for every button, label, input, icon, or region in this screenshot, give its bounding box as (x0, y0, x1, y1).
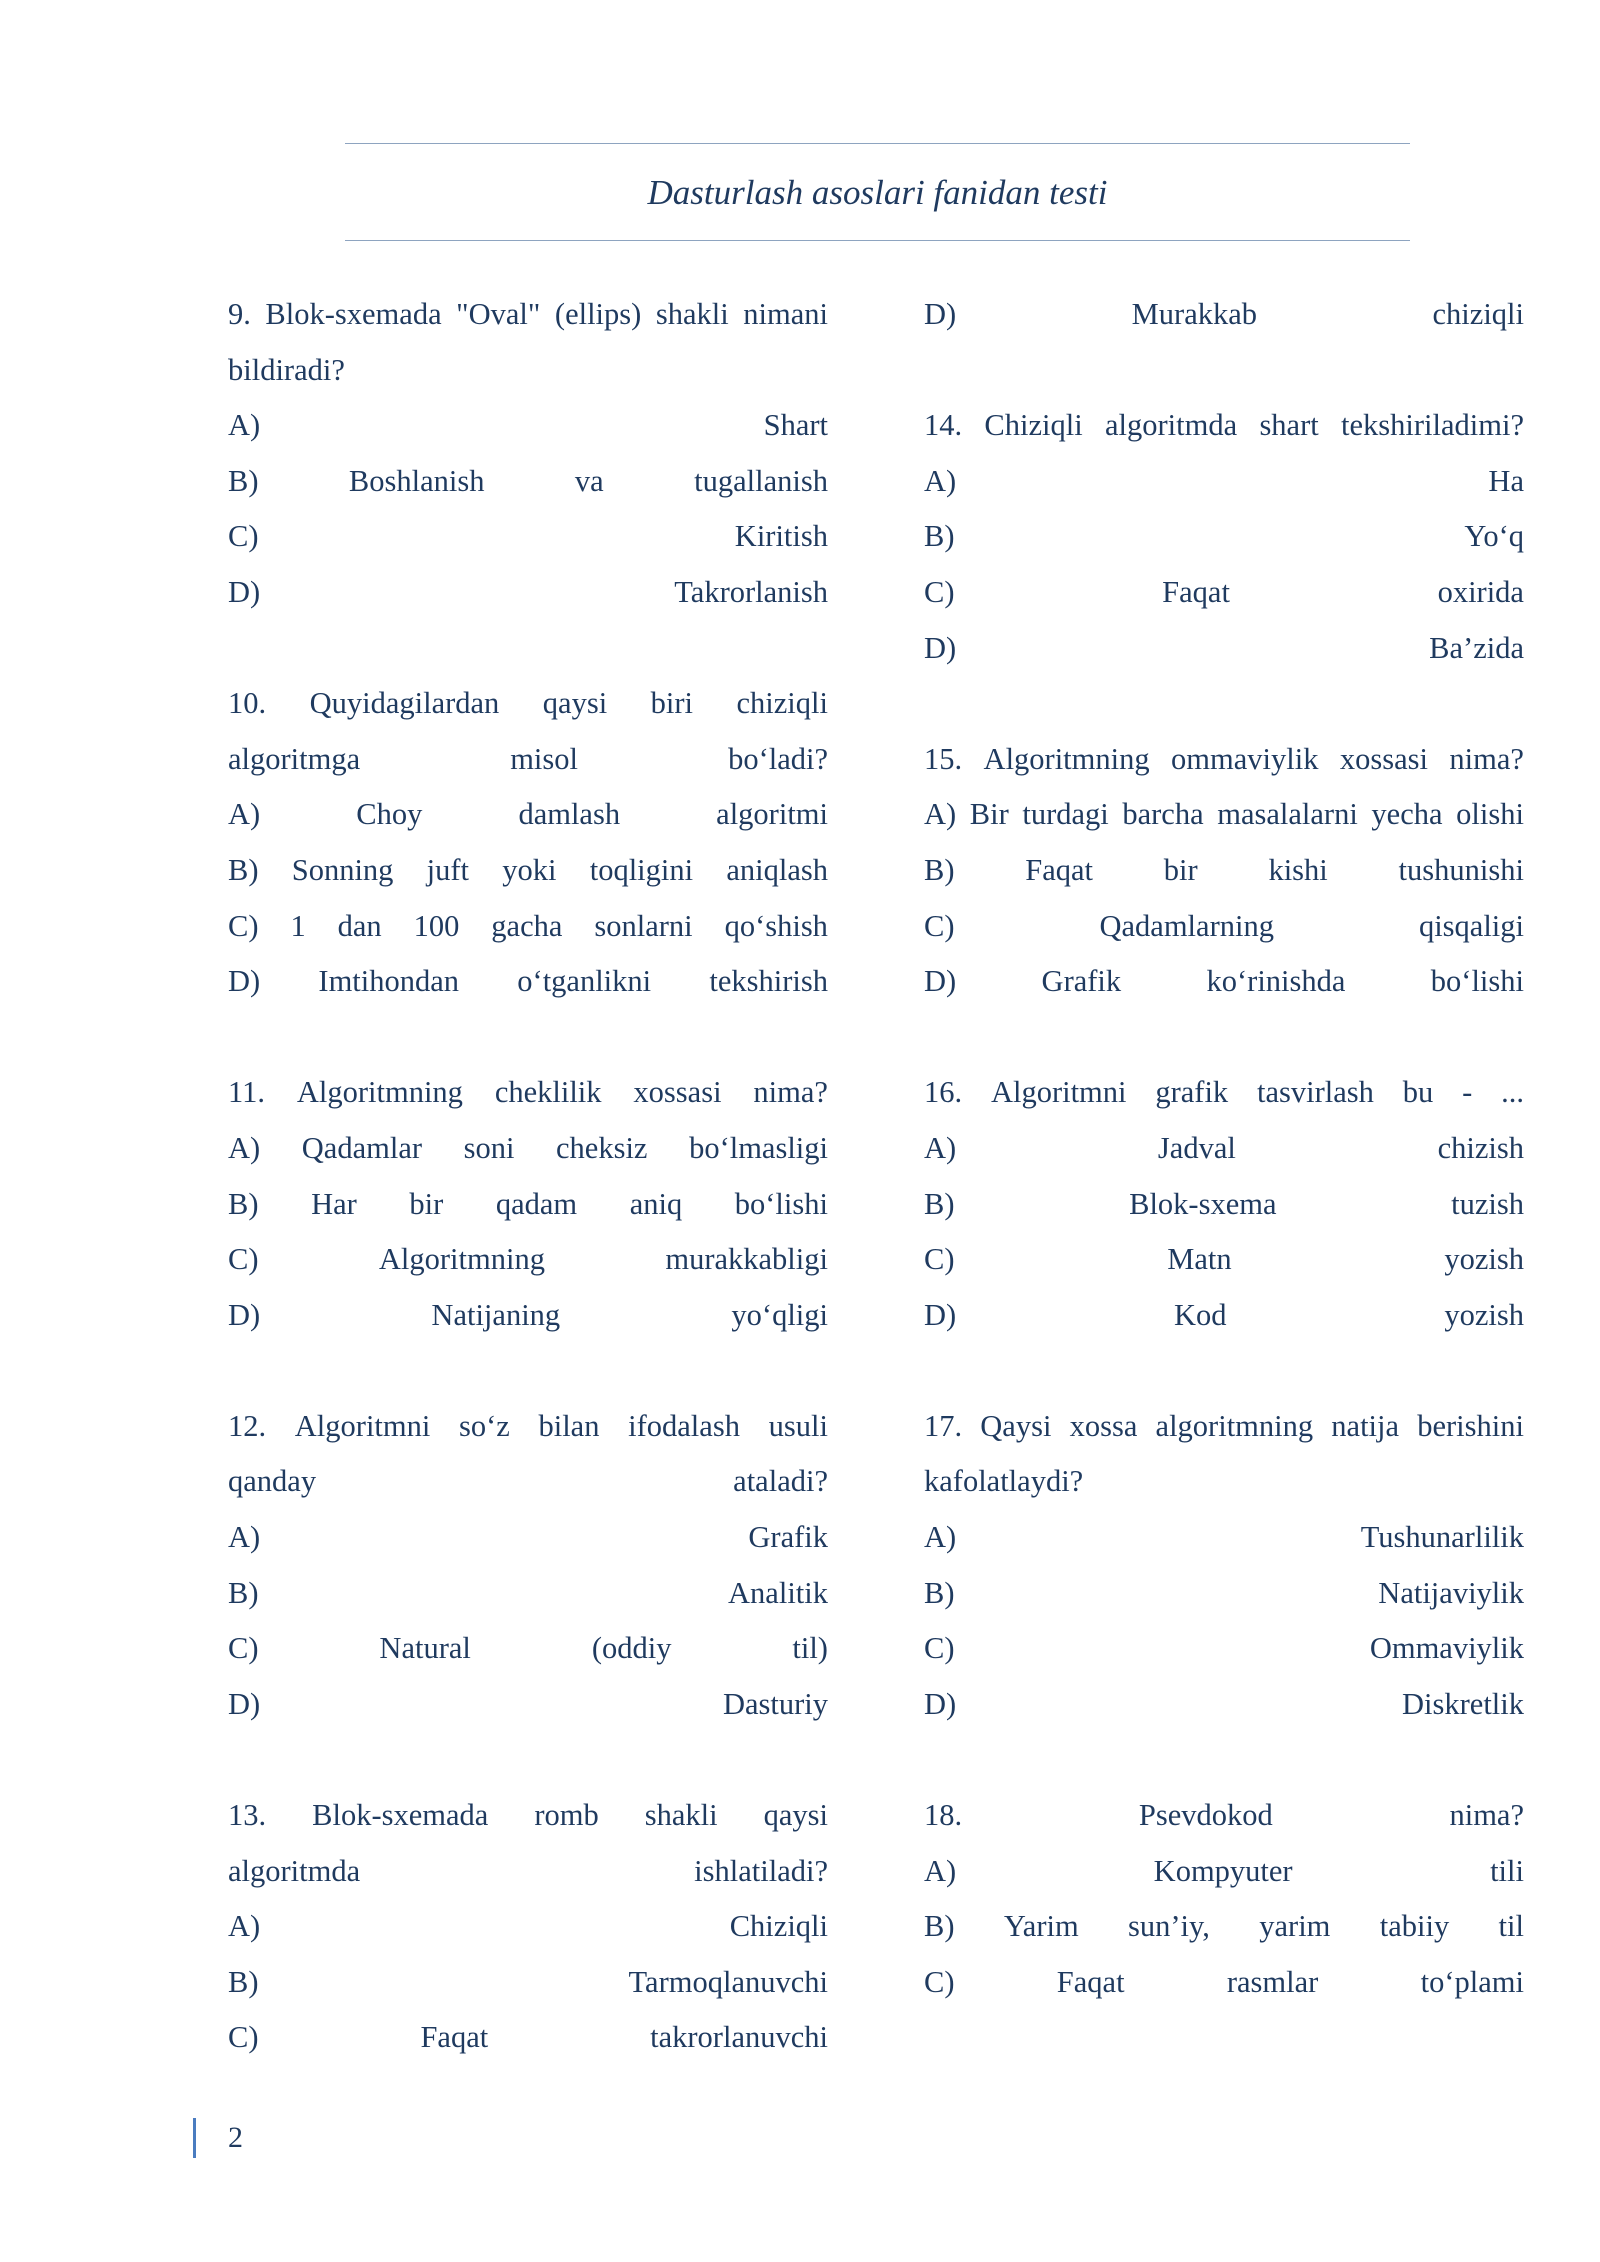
word: cheksiz (556, 1130, 648, 1165)
word: (ellips) (554, 297, 642, 331)
word: A) (924, 463, 957, 498)
word: ataladi? (733, 1464, 828, 1499)
text-line (228, 1844, 828, 1900)
text-line (924, 1955, 1524, 2011)
text-line (228, 1899, 828, 1955)
blank-line (228, 1010, 828, 1066)
word: Dasturiy (722, 1686, 828, 1721)
text-line (924, 287, 1524, 343)
word: 17. (924, 1408, 963, 1443)
word: D) (924, 630, 957, 665)
word: qadam (495, 1186, 578, 1221)
text-line (228, 1788, 828, 1844)
word: C) (924, 1242, 955, 1277)
word: kafolatlaydi? (924, 1464, 1084, 1499)
left-question-column (228, 287, 828, 2066)
blank-line (924, 676, 1524, 732)
word: barcha (1122, 797, 1204, 832)
text-line (228, 1288, 828, 1344)
text-line (228, 509, 828, 565)
word: misol (510, 741, 578, 776)
word: yoki (502, 852, 557, 887)
word: Faqat (420, 2020, 489, 2055)
right-question-column (924, 287, 1524, 2010)
word: dan (337, 908, 382, 943)
word: D) (228, 1686, 261, 1721)
text-line (924, 843, 1524, 899)
word: va (574, 463, 604, 498)
word: toqligini (589, 852, 694, 887)
header-rule-bottom (345, 240, 1410, 241)
word: C) (228, 2020, 259, 2055)
word: aniq (629, 1186, 683, 1221)
text-line (924, 732, 1524, 788)
text-line (924, 1510, 1524, 1566)
word: algoritmning (1155, 1408, 1314, 1443)
word: 16. (924, 1075, 963, 1110)
word: bo‘lishi (734, 1186, 828, 1221)
word: Har (311, 1186, 357, 1221)
word: "Oval" (456, 297, 541, 331)
text-line (228, 287, 828, 343)
word: B) (228, 1575, 259, 1610)
word: qaysi (763, 1798, 828, 1833)
text-line (924, 1788, 1524, 1844)
word: murakkabligi (665, 1242, 828, 1277)
word: ommaviylik (1171, 741, 1319, 776)
word: rasmlar (1226, 1964, 1319, 1999)
text-line (924, 1121, 1524, 1177)
word: Quyidagilardan (309, 686, 500, 721)
word: o‘tganlikni (517, 964, 652, 999)
text-line (228, 787, 828, 843)
word: xossasi (1339, 741, 1428, 776)
word: D) (924, 964, 957, 999)
word: ishlatiladi? (694, 1853, 828, 1888)
word: Grafik (748, 1520, 828, 1555)
word: 9. (228, 297, 251, 331)
word: bir (1163, 852, 1198, 887)
word: Kod (1174, 1297, 1227, 1332)
word: yarim (1259, 1909, 1331, 1944)
text-line (924, 899, 1524, 955)
word: Algoritmning (296, 1075, 463, 1110)
word: C) (924, 574, 955, 609)
word: Shart (763, 408, 828, 443)
word: tekshirish (709, 964, 828, 999)
word: bo‘lishi (1430, 964, 1524, 999)
word: algoritmda (228, 1853, 361, 1888)
word: usuli (768, 1408, 828, 1443)
word: Qadamlar (301, 1130, 423, 1165)
word: yozish (1444, 1242, 1524, 1277)
blank-line (924, 343, 1524, 399)
word: Boshlanish (348, 463, 485, 498)
word: turdagi (1022, 797, 1109, 832)
word: C) (228, 1631, 259, 1666)
word: Blok-sxema (1129, 1186, 1277, 1221)
word: tekshiriladimi? (1341, 408, 1524, 443)
text-line (924, 1844, 1524, 1900)
word: A) (228, 1130, 261, 1165)
word: tasvirlash (1257, 1075, 1374, 1110)
word: so‘z (459, 1408, 510, 1443)
text-line (228, 1621, 828, 1677)
word: algoritmga (228, 741, 361, 776)
word: Bir (969, 797, 1009, 832)
word: masalalarni (1217, 797, 1358, 832)
word: Jadval (1157, 1130, 1236, 1165)
word: Ommaviylik (1369, 1631, 1524, 1666)
word: tabiiy (1379, 1909, 1450, 1944)
text-line (924, 1899, 1524, 1955)
word: bo‘lmasligi (689, 1130, 828, 1165)
word: qaysi (542, 686, 608, 721)
word: D) (924, 1297, 957, 1332)
word: 10. (228, 686, 267, 721)
word: kishi (1268, 852, 1328, 887)
word: Tushunarlilik (1360, 1520, 1524, 1555)
word: Ha (1488, 463, 1524, 498)
word: Sonning (291, 852, 394, 887)
word: yozish (1444, 1297, 1524, 1332)
word: shakli (655, 297, 729, 331)
word: ko‘rinishda (1206, 964, 1346, 999)
word: B) (228, 852, 259, 887)
word: tugallanish (694, 463, 828, 498)
word: B) (924, 1909, 955, 1944)
word: ifodalash (628, 1408, 740, 1443)
word: nima? (1449, 741, 1524, 776)
blank-line (924, 1732, 1524, 1788)
word: C) (924, 1631, 955, 1666)
word: sun’iy, (1128, 1909, 1210, 1944)
text-line (924, 1454, 1524, 1510)
text-line (228, 1510, 828, 1566)
word: B) (924, 1575, 955, 1610)
blank-line (228, 1343, 828, 1399)
word: bildiradi? (228, 352, 345, 387)
text-line (924, 1566, 1524, 1622)
word: Blok-sxemada (265, 297, 442, 331)
word: Murakkab (1131, 297, 1258, 331)
word: Natijaviylik (1378, 1575, 1524, 1610)
word: B) (228, 463, 259, 498)
word: C) (924, 1964, 955, 1999)
text-line (924, 1399, 1524, 1455)
word: A) (924, 1130, 957, 1165)
word: juft (426, 852, 470, 887)
word: chiziqli (1432, 297, 1524, 331)
word: Natural (379, 1631, 471, 1666)
word: nima? (753, 1075, 828, 1110)
word: - (1462, 1075, 1473, 1110)
word: Psevdokod (1138, 1798, 1273, 1833)
word: 14. (924, 408, 963, 443)
text-line (228, 899, 828, 955)
word: Chiziqli (729, 1909, 828, 1944)
word: Faqat (1025, 852, 1094, 887)
text-line (228, 843, 828, 899)
word: aniqlash (726, 852, 828, 887)
word: chizish (1437, 1130, 1524, 1165)
word: soni (463, 1130, 515, 1165)
text-line (228, 1399, 828, 1455)
word: D) (228, 964, 261, 999)
word: C) (228, 519, 259, 554)
text-line (228, 1232, 828, 1288)
text-line (228, 1177, 828, 1233)
word: ... (1501, 1075, 1524, 1110)
word: A) (228, 1520, 261, 1555)
word: olishi (1456, 797, 1524, 832)
word: Diskretlik (1402, 1686, 1524, 1721)
word: bir (409, 1186, 444, 1221)
word: qanday (228, 1464, 317, 1499)
word: 1 (290, 908, 306, 943)
text-line (228, 1566, 828, 1622)
word: Tarmoqlanuvchi (628, 1964, 828, 1999)
text-line (924, 621, 1524, 677)
text-line (924, 1621, 1524, 1677)
text-line (228, 343, 828, 399)
text-line (924, 398, 1524, 454)
blank-line (228, 621, 828, 677)
text-line (924, 565, 1524, 621)
word: A) (228, 797, 261, 832)
text-line (228, 1065, 828, 1121)
text-line (924, 787, 1524, 843)
word: cheklilik (494, 1075, 602, 1110)
word: B) (228, 1186, 259, 1221)
word: nima? (1449, 1798, 1524, 1833)
word: tili (1490, 1853, 1524, 1888)
word: Blok-sxemada (312, 1798, 489, 1833)
text-line (924, 509, 1524, 565)
word: A) (924, 1520, 957, 1555)
word: biri (650, 686, 693, 721)
word: (oddiy (591, 1631, 672, 1666)
word: Yarim (1003, 1909, 1079, 1944)
word: Natijaning (431, 1297, 561, 1332)
word: nimani (743, 297, 828, 331)
word: til (1498, 1909, 1524, 1944)
text-line (924, 1677, 1524, 1733)
text-line (924, 454, 1524, 510)
word: oxirida (1437, 574, 1524, 609)
word: A) (228, 408, 261, 443)
text-line (924, 1232, 1524, 1288)
word: 18. (924, 1798, 963, 1833)
word: bilan (538, 1408, 600, 1443)
word: qisqaligi (1418, 908, 1524, 943)
word: algoritmda (1105, 408, 1238, 443)
word: Chiziqli (984, 408, 1083, 443)
word: C) (924, 908, 955, 943)
text-line (228, 398, 828, 454)
word: gacha (491, 908, 563, 943)
word: Faqat (1056, 1964, 1125, 1999)
word: Kiritish (734, 519, 828, 554)
word: 12. (228, 1408, 267, 1443)
word: D) (924, 1686, 957, 1721)
text-line (924, 954, 1524, 1010)
word: Qaysi (980, 1408, 1052, 1443)
word: B) (924, 852, 955, 887)
word: A) (228, 1909, 261, 1944)
blank-line (924, 1343, 1524, 1399)
word: C) (228, 908, 259, 943)
blank-line (924, 1010, 1524, 1066)
text-line (228, 1454, 828, 1510)
word: 15. (924, 741, 963, 776)
word: romb (534, 1798, 599, 1833)
header-rule-top (345, 143, 1410, 144)
text-line (228, 565, 828, 621)
word: Algoritmni (294, 1408, 431, 1443)
word: Imtihondan (318, 964, 460, 999)
word: qo‘shish (724, 908, 828, 943)
word: Analitik (728, 1575, 828, 1610)
word: damlash (518, 797, 621, 832)
word: B) (924, 1186, 955, 1221)
word: C) (228, 1242, 259, 1277)
word: xossasi (633, 1075, 722, 1110)
word: D) (924, 297, 957, 331)
word: shakli (644, 1798, 718, 1833)
word: 11. (228, 1075, 265, 1110)
text-line (228, 676, 828, 732)
word: bu (1402, 1075, 1434, 1110)
word: algoritmi (716, 797, 828, 832)
word: 100 (413, 908, 460, 943)
word: Algoritmning (983, 741, 1150, 776)
word: chiziqli (736, 686, 828, 721)
word: tuzish (1451, 1186, 1524, 1221)
word: Ba’zida (1429, 630, 1524, 665)
word: to‘plami (1420, 1964, 1524, 1999)
document-title: Dasturlash asoslari fanidan testi (647, 173, 1108, 212)
blank-line (228, 1732, 828, 1788)
word: Faqat (1162, 574, 1230, 609)
word: Grafik (1041, 964, 1122, 999)
word: A) (924, 1853, 957, 1888)
text-line (924, 1288, 1524, 1344)
word: natija (1331, 1408, 1400, 1443)
text-line (228, 454, 828, 510)
word: grafik (1155, 1075, 1229, 1110)
word: bo‘ladi? (728, 741, 828, 776)
word: Choy (356, 797, 423, 832)
word: B) (228, 1964, 259, 1999)
text-line (228, 2010, 828, 2066)
word: Matn (1167, 1242, 1232, 1277)
word: B) (924, 519, 955, 554)
text-line (228, 1121, 828, 1177)
word: takrorlanuvchi (650, 2020, 828, 2055)
page-number: 2 (193, 2118, 243, 2158)
word: D) (228, 574, 261, 609)
word: yo‘qligi (731, 1297, 828, 1332)
text-line (228, 954, 828, 1010)
word: Takrorlanish (674, 574, 828, 609)
word: Algoritmning (378, 1242, 545, 1277)
word: xossa (1069, 1408, 1138, 1443)
word: til) (792, 1631, 828, 1666)
word: sonlarni (594, 908, 693, 943)
text-line (228, 732, 828, 788)
text-line (228, 1677, 828, 1733)
text-line (924, 1065, 1524, 1121)
word: Algoritmni (990, 1075, 1127, 1110)
word: A) (924, 797, 957, 832)
word: tushunishi (1398, 852, 1524, 887)
word: berishini (1417, 1408, 1524, 1443)
word: 13. (228, 1798, 267, 1833)
word: Kompyuter (1153, 1853, 1293, 1888)
word: Yo‘q (1464, 519, 1524, 554)
text-line (924, 1177, 1524, 1233)
text-line (228, 1955, 828, 2011)
word: D) (228, 1297, 261, 1332)
word: yecha (1371, 797, 1443, 832)
word: Qadamlarning (1099, 908, 1274, 943)
word: shart (1259, 408, 1319, 443)
